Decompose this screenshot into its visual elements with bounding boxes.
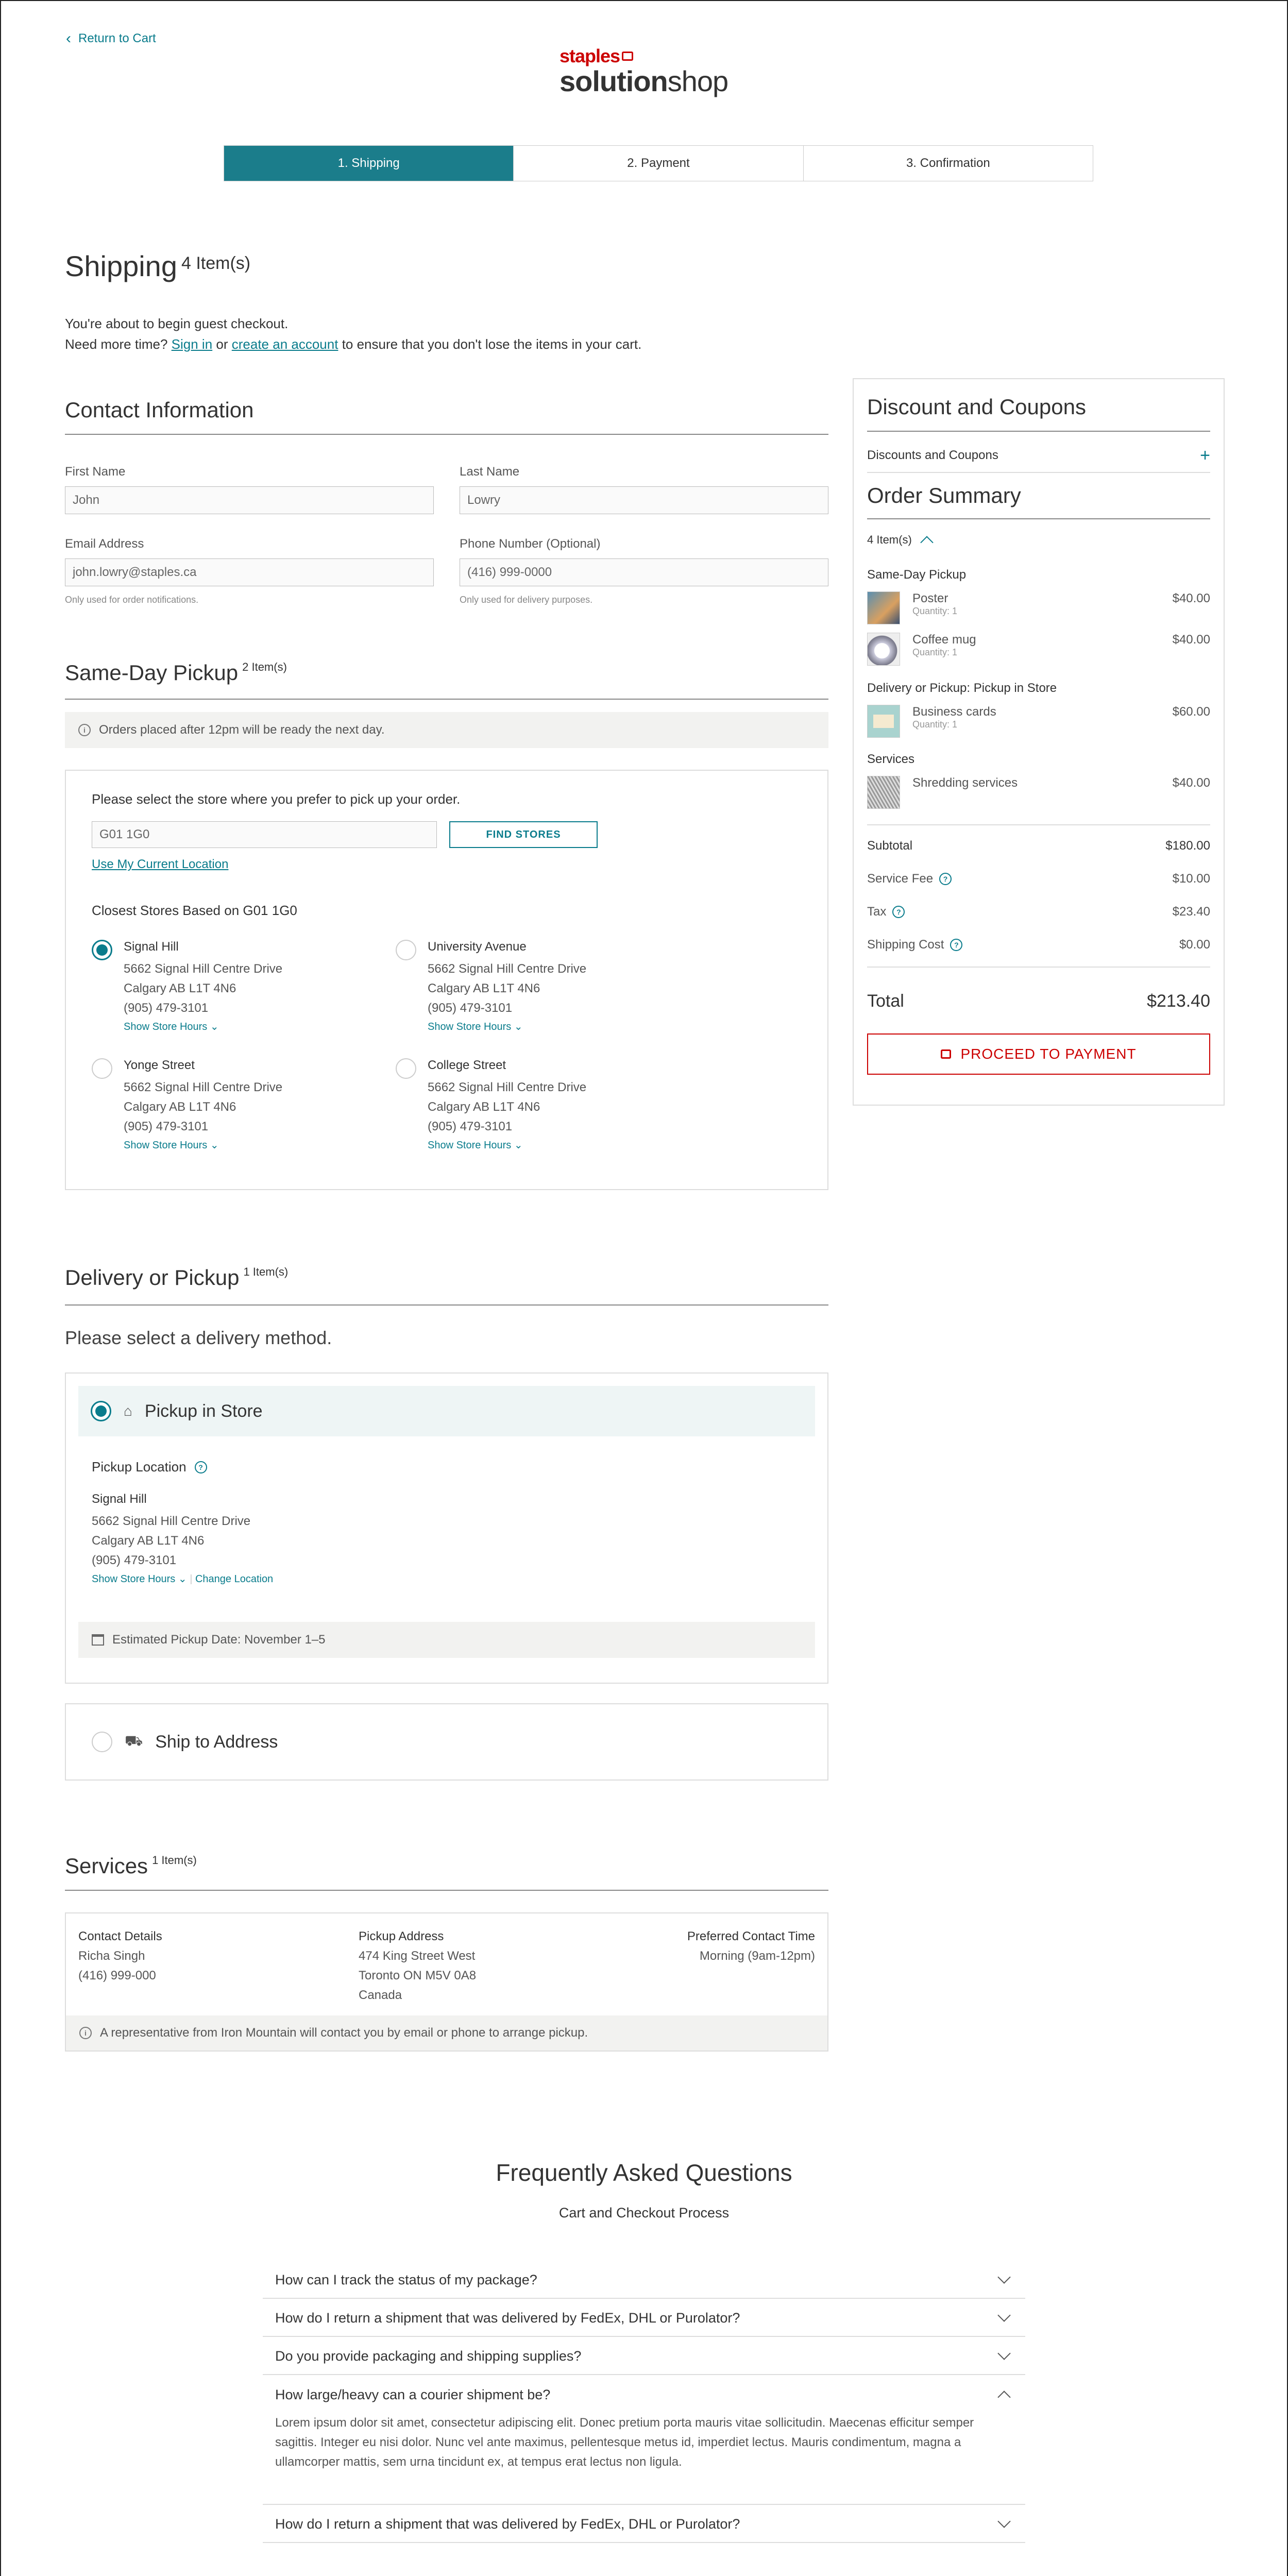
info-icon: i xyxy=(78,724,91,736)
last-name-field[interactable]: Lowry xyxy=(460,486,828,514)
faq-answer: Lorem ipsum dolor sit amet, consectetur adipiscing elit. Donec pretium porta mauris vitae sollicitudin. Maecenas efficitur semper sagittis. Integer eu nisi dolor. Nunc vel ante maximus, pellentesque metus id, imperdiet lectus. Mauris condimentum, magna a ullamcorper mattis, sem urna tincidunt ex, at tempus erat lectus non ligula. xyxy=(275,2416,974,2469)
total-row: Total $213.40 xyxy=(867,991,1210,1011)
chevron-down-icon xyxy=(997,2347,1010,2360)
group-delivery: Delivery or Pickup: Pickup in Store xyxy=(867,681,1057,695)
closest-stores-heading: Closest Stores Based on G01 1G0 xyxy=(92,903,297,918)
phone-field[interactable]: (416) 999-0000 xyxy=(460,558,828,586)
checkout-steps xyxy=(224,145,1093,181)
order-summary-title: Order Summary xyxy=(867,483,1021,507)
chevron-down-icon: ⌄ xyxy=(178,1573,187,1585)
help-icon[interactable]: ? xyxy=(195,1461,207,1473)
store-option-yonge[interactable]: Yonge Street 5662 Signal Hill Centre Drive Calgary AB L1T 4N6 (905) 479-3101 Show Store Hours ⌄ xyxy=(92,1058,282,1151)
info-icon: i xyxy=(79,2027,92,2039)
radio-unselected[interactable] xyxy=(92,1732,112,1752)
phone-hint: Only used for delivery purposes. xyxy=(460,595,593,605)
faq-question[interactable]: How do I return a shipment that was delivered by FedEx, DHL or Purolator? xyxy=(263,2506,1025,2543)
chevron-down-icon xyxy=(997,2309,1010,2321)
faq-question[interactable]: How can I track the status of my package? xyxy=(263,2262,1025,2299)
divider xyxy=(65,434,828,435)
summary-item-poster: Poster Quantity: 1 $40.00 xyxy=(867,591,1210,624)
divider xyxy=(263,2504,1025,2505)
radio-selected[interactable] xyxy=(92,940,112,960)
store-option-college[interactable]: College Street 5662 Signal Hill Centre Drive Calgary AB L1T 4N6 (905) 479-3101 Show Store Hours ⌄ xyxy=(396,1058,586,1151)
chevron-down-icon: ⌄ xyxy=(514,1021,523,1032)
radio-selected[interactable] xyxy=(91,1401,111,1421)
radio-unselected[interactable] xyxy=(396,1058,416,1079)
radio-unselected[interactable] xyxy=(92,1058,112,1079)
pickup-in-store-option[interactable]: ⌂ Pickup in Store xyxy=(78,1386,815,1436)
staples-bracket-icon xyxy=(622,52,633,61)
service-fee-row: Service Fee ? $10.00 xyxy=(867,872,1210,886)
tax-row: Tax ? $23.40 xyxy=(867,905,1210,919)
help-icon[interactable]: ? xyxy=(892,906,905,918)
store-option-university[interactable]: University Avenue 5662 Signal Hill Centre Drive Calgary AB L1T 4N6 (905) 479-3101 Show Store Hours ⌄ xyxy=(396,940,586,1033)
chevron-down-icon xyxy=(997,2515,1010,2528)
preferred-contact-time: Preferred Contact Time Morning (9am-12pm) xyxy=(687,1929,815,1963)
select-store-prompt: Please select the store where you prefer to pick up your order. xyxy=(92,791,461,807)
create-account-link[interactable]: create an account xyxy=(231,336,338,352)
plus-icon: + xyxy=(1200,445,1210,465)
divider xyxy=(65,699,828,700)
store-icon: ⌂ xyxy=(124,1403,132,1419)
faq-title: Frequently Asked Questions xyxy=(496,2159,792,2186)
email-label: Email Address xyxy=(65,537,144,551)
step-payment[interactable]: 2. Payment xyxy=(514,146,803,181)
same-day-title: Same-Day Pickup $^{2 Item(s)}$ xyxy=(65,660,287,685)
solutionshop-logo[interactable]: staples solutionshop xyxy=(560,45,728,97)
phone-label: Phone Number (Optional) xyxy=(460,537,601,551)
divider xyxy=(65,1304,828,1306)
show-store-hours-link[interactable]: Show Store Hours ⌄ xyxy=(428,1140,523,1151)
summary-item-shredding: Shredding services $40.00 xyxy=(867,776,1210,809)
group-same-day: Same-Day Pickup xyxy=(867,568,967,582)
ship-to-address-option[interactable]: ⛟ Ship to Address xyxy=(65,1703,828,1781)
contact-title: Contact Information xyxy=(65,398,254,422)
shredding-thumbnail xyxy=(867,776,900,809)
chevron-down-icon: ⌄ xyxy=(210,1021,219,1032)
chevron-down-icon: ⌄ xyxy=(514,1140,523,1151)
return-to-cart-link[interactable]: ‹ Return to Cart xyxy=(66,30,156,47)
divider xyxy=(867,431,1210,432)
services-note: i A representative from Iron Mountain will contact you by email or phone to arrange pickup. xyxy=(66,2015,827,2050)
email-hint: Only used for order notifications. xyxy=(65,595,199,605)
help-icon[interactable]: ? xyxy=(939,873,952,885)
group-services: Services xyxy=(867,752,915,766)
calendar-icon xyxy=(92,1634,104,1646)
find-stores-button[interactable]: FIND STORES xyxy=(449,821,598,848)
business-cards-thumbnail xyxy=(867,705,900,738)
discounts-accordion[interactable]: Discounts and Coupons + xyxy=(867,439,1210,473)
proceed-to-payment-button[interactable]: PROCEED TO PAYMENT xyxy=(867,1033,1210,1075)
page-title: Shipping $^{4 Item(s)}$ xyxy=(65,250,251,282)
contact-details: Contact Details Richa Singh (416) 999-000 xyxy=(78,1929,162,1982)
show-store-hours-link[interactable]: Show Store Hours ⌄ xyxy=(124,1021,219,1032)
store-option-signal-hill[interactable]: Signal Hill 5662 Signal Hill Centre Drive Calgary AB L1T 4N6 (905) 479-3101 Show Store Hours ⌄ xyxy=(92,940,282,1033)
shipping-cost-row: Shipping Cost ? $0.00 xyxy=(867,938,1210,952)
change-location-link[interactable]: Change Location xyxy=(195,1573,274,1585)
divider xyxy=(867,518,1210,519)
estimated-pickup-date: Estimated Pickup Date: November 1–5 xyxy=(78,1622,815,1658)
summary-item-business-cards: Business cards Quantity: 1 $60.00 xyxy=(867,705,1210,738)
pickup-store-details: Signal Hill 5662 Signal Hill Centre Drive Calgary AB L1T 4N6 (905) 479-3101 Show Store Hours ⌄ | Change Location xyxy=(92,1492,274,1585)
pickup-address: Pickup Address 474 King Street West Toronto ON M5V 0A8 Canada xyxy=(359,1929,477,2002)
same-day-note: i Orders placed after 12pm will be ready the next day. xyxy=(65,712,828,748)
mug-thumbnail xyxy=(867,633,900,666)
pickup-location-label: Pickup Location ? xyxy=(92,1459,207,1475)
summary-item-mug: Coffee mug Quantity: 1 $40.00 xyxy=(867,633,1210,666)
faq-question-expanded[interactable]: How large/heavy can a courier shipment be? xyxy=(263,2376,1025,2413)
help-icon[interactable]: ? xyxy=(950,939,962,951)
discount-title: Discount and Coupons xyxy=(867,395,1086,419)
services-title: Services $^{1 Item(s)}$ xyxy=(65,1854,197,1878)
delivery-prompt: Please select a delivery method. xyxy=(65,1327,332,1348)
postal-code-input[interactable]: G01 1G0 xyxy=(92,821,437,848)
email-field[interactable]: john.lowry@staples.ca xyxy=(65,558,434,586)
chevron-up-icon xyxy=(997,2391,1010,2403)
show-store-hours-link[interactable]: Show Store Hours ⌄ xyxy=(92,1573,187,1585)
poster-thumbnail xyxy=(867,591,900,624)
chevron-up-icon xyxy=(920,536,933,549)
first-name-field[interactable]: John xyxy=(65,486,434,514)
radio-unselected[interactable] xyxy=(396,940,416,960)
chevron-left-icon: ‹ xyxy=(66,30,71,47)
faq-subtitle: Cart and Checkout Process xyxy=(558,2205,730,2221)
divider xyxy=(867,824,1210,825)
last-name-label: Last Name xyxy=(460,465,520,479)
delivery-title: Delivery or Pickup $^{1 Item(s)}$ xyxy=(65,1265,289,1290)
truck-icon: ⛟ xyxy=(125,1733,143,1749)
first-name-label: First Name xyxy=(65,465,126,479)
use-current-location-link[interactable]: Use My Current Location xyxy=(92,857,229,871)
faq-question[interactable]: Do you provide packaging and shipping supplies? xyxy=(263,2338,1025,2375)
divider xyxy=(867,967,1210,968)
lock-icon xyxy=(941,1049,951,1059)
items-toggle[interactable]: 4 Item(s) xyxy=(867,533,936,547)
divider xyxy=(65,1890,828,1891)
show-store-hours-link[interactable]: Show Store Hours ⌄ xyxy=(124,1140,219,1151)
faq-question[interactable]: How do I return a shipment that was delivered by FedEx, DHL or Purolator? xyxy=(263,2300,1025,2337)
chevron-down-icon: ⌄ xyxy=(210,1140,219,1151)
subtotal-row: Subtotal $180.00 xyxy=(867,839,1210,853)
step-shipping[interactable]: 1. Shipping xyxy=(224,146,514,181)
guest-checkout-intro: You're about to begin guest checkout. Need more time? Sign in or create an account to ensure that you don't lose the items in your cart. xyxy=(65,316,642,352)
chevron-down-icon xyxy=(997,2270,1010,2283)
show-store-hours-link[interactable]: Show Store Hours ⌄ xyxy=(428,1021,523,1032)
step-confirmation[interactable]: 3. Confirmation xyxy=(906,156,990,170)
sign-in-link[interactable]: Sign in xyxy=(171,336,213,352)
